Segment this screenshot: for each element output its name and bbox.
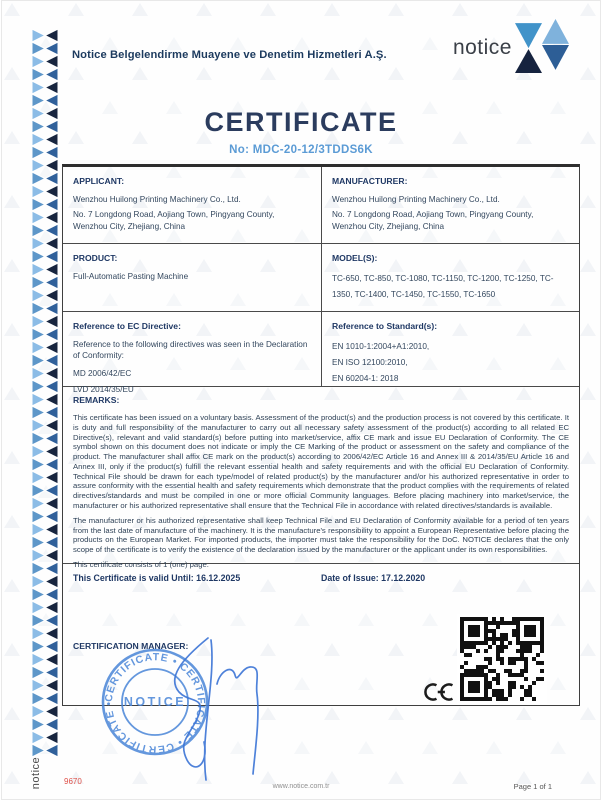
ec-directive-label: Reference to EC Directive: xyxy=(73,321,181,331)
validity-signature-section xyxy=(63,564,579,755)
manufacturer-name: Wenzhou Huilong Printing Machinery Co., Ltd. xyxy=(332,195,500,204)
manufacturer-address: No. 7 Longdong Road, Aojiang Town, Pingyang County, Wenzhou City, Zhejiang, China xyxy=(332,210,534,231)
certificate-title: CERTIFICATE xyxy=(204,107,398,137)
footer-website: www.notice.com.tr xyxy=(272,783,330,790)
standards-label: Reference to Standard(s): xyxy=(332,321,438,331)
footer-page-indicator: Page 1 of 1 xyxy=(513,782,552,791)
manufacturer-cell xyxy=(321,167,579,243)
ec-directive-cell xyxy=(63,312,321,394)
certificate-table xyxy=(62,164,580,755)
stamp-ring-text: CERTIFICATE • CERTIFICATE • CERTIFICATE • xyxy=(103,652,207,755)
applicant-address: No. 7 Longdong Road, Aojiang Town, Pingyang County, Wenzhou City, Zhejiang, China xyxy=(73,210,275,231)
directive-item: LVD 2014/35/EU xyxy=(73,384,134,394)
standard-item: EN ISO 12100:2010, xyxy=(332,357,408,367)
product-cell xyxy=(63,244,321,311)
remarks-section xyxy=(63,387,579,569)
notice-logo-text: notice xyxy=(452,36,512,59)
side-vertical-logo-text: notice xyxy=(30,756,42,790)
valid-until-text: This Certificate is valid Until: 16.12.2025 xyxy=(73,573,241,583)
manufacturer-label: MANUFACTURER: xyxy=(332,176,408,186)
remarks-paragraph: This certificate consists of 1 (one) page. xyxy=(73,559,209,569)
applicant-label: APPLICANT: xyxy=(73,176,125,186)
ec-directive-intro: Reference to the following directives was seen in the Declaration of Conformity: xyxy=(73,340,308,361)
standards-cell xyxy=(321,312,579,386)
ce-mark-icon xyxy=(423,681,455,703)
standard-item: EN 1010-1:2004+A1:2010, xyxy=(332,342,430,351)
product-label: PRODUCT: xyxy=(73,253,118,263)
qr-code xyxy=(457,614,547,704)
remarks-paragraph: The manufacturer or his authorized representative shall keep Technical File and EU Declaration of Conformity available for a period of ten years from the last date of manufacture of the machinery. It is the manufacture's responsibility to appoint a European Representative before placing the products on the European Market. For imported products, the importer must take the responsibility for the DoC. NOTICE declares that the only scope of the certificate is to verify the existence of the declaration issued by the manufacturer or the applicant under its own responsibilities. xyxy=(73,515,569,555)
manager-signature xyxy=(175,638,258,780)
models-label: MODEL(S): xyxy=(332,253,378,263)
certificate-page xyxy=(1,0,601,800)
document-number: 9670 xyxy=(64,777,82,786)
header-company-name: Notice Belgelendirme Muayene ve Denetim Hizmetleri A.Ş. xyxy=(72,49,387,61)
side-triangle-strip xyxy=(32,29,58,757)
notice-logo-mark xyxy=(514,19,570,73)
product-value: Full-Automatic Pasting Machine xyxy=(73,272,189,281)
applicant-name: Wenzhou Huilong Printing Machinery Co., Ltd. xyxy=(73,195,241,204)
remarks-label: REMARKS: xyxy=(73,395,120,405)
svg-text:CERTIFICATE • CERTIFICATE • CE xyxy=(104,652,206,754)
models-cell xyxy=(321,244,579,311)
notice-round-stamp xyxy=(103,650,207,754)
date-of-issue-text: Date of Issue: 17.12.2020 xyxy=(321,573,426,583)
row-applicant-manufacturer xyxy=(63,167,579,244)
notice-logo xyxy=(453,19,570,73)
certificate-number: No: MDC-20-12/3TDDS6K xyxy=(229,144,373,156)
standard-item: EN 60204-1: 2018 xyxy=(332,373,399,383)
row-product-models xyxy=(63,244,579,312)
certification-manager-label: CERTIFICATION MANAGER: xyxy=(73,641,189,651)
applicant-cell xyxy=(63,167,321,243)
stamp-center-text: NOTICE xyxy=(123,695,187,709)
directive-item: MD 2006/42/EC xyxy=(73,368,132,378)
remarks-paragraph: This certificate has been issued on a voluntary basis. Assessment of the product(s) and the production process is not covered by this certificate. It is duty and full responsibility of the manufacturer to carry out all necessary safety assessment of the product(s) according to all related EC Directive(s), relevant and valid standard(s) before putting into market/service, affix CE mark and issue EU Declaration of Conformity. The CE symbol shown on this document does not indicate or imply the CE Marking of the product or assessment on the safety and compliance of the product. The manufacturer shall affix CE mark on the product(s) according to 2006/42/EC Article 16 and Annex III & 2014/35/EU Article 16 and Annex III, only if the product(s) fulfill the relevant essential health and safety requirements and with the official EU Declaration of Conformity. Technical File should be drawn for each type/model of related product(s) by the manufacturer and/or his authorized representative in order to assure conformity with the essential health and safety requirements which demonstrate that the product complies with the requirements of related directives/standards and must be compiled in one or more official Community languages. Before placing machinery into market/service, the manufacturer or his authorized representative shall ensure that the Technical File in accordance with related directives/standards is available. xyxy=(73,413,569,511)
row-directive-standards xyxy=(63,312,579,394)
models-value: TC-650, TC-850, TC-1080, TC-1150, TC-1200, TC-1250, TC-1350, TC-1400, TC-1450, TC-1550, TC-1650 xyxy=(332,274,554,299)
